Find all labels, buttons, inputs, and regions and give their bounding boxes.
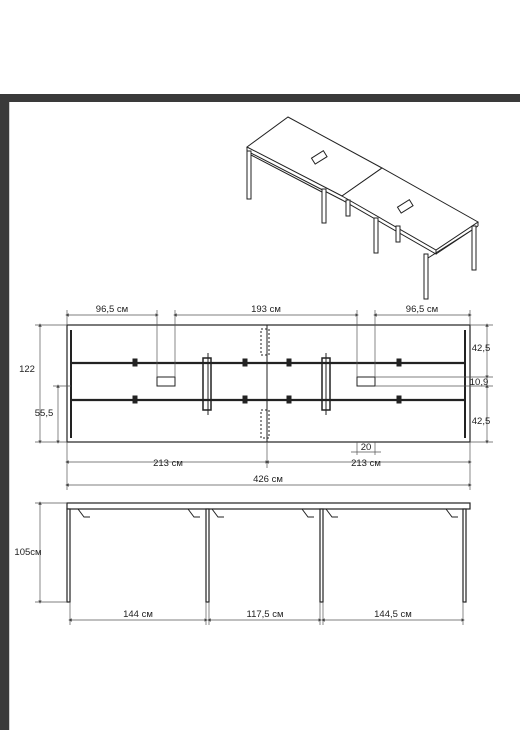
table-top-plan (67, 325, 470, 442)
dim-right-bottom: 42,5 (471, 416, 491, 427)
dim-half-right: 213 см (351, 458, 381, 469)
dim-total-length: 426 см (253, 474, 283, 485)
table-perspective-view (247, 117, 478, 299)
dim-span-right: 144,5 см (374, 609, 412, 620)
dim-width-left: 96,5 см (95, 304, 129, 315)
dim-gap-center: 10,9 (469, 377, 489, 388)
dim-offset-small: 20 (360, 442, 372, 453)
dim-width-right: 96,5 см (405, 304, 439, 315)
dim-depth-total: 122 (19, 364, 35, 375)
table-front-elevation (67, 503, 470, 602)
dim-width-center: 193 см (251, 304, 281, 315)
dim-depth-half: 55,5 (34, 408, 54, 419)
dim-right-top: 42,5 (471, 343, 491, 354)
dim-span-left: 144 см (123, 609, 153, 620)
dim-height: 105см (14, 547, 42, 558)
elevation-dimension-lines (35, 503, 463, 625)
dim-span-center: 117,5 см (246, 609, 284, 620)
dim-half-left: 213 см (153, 458, 183, 469)
